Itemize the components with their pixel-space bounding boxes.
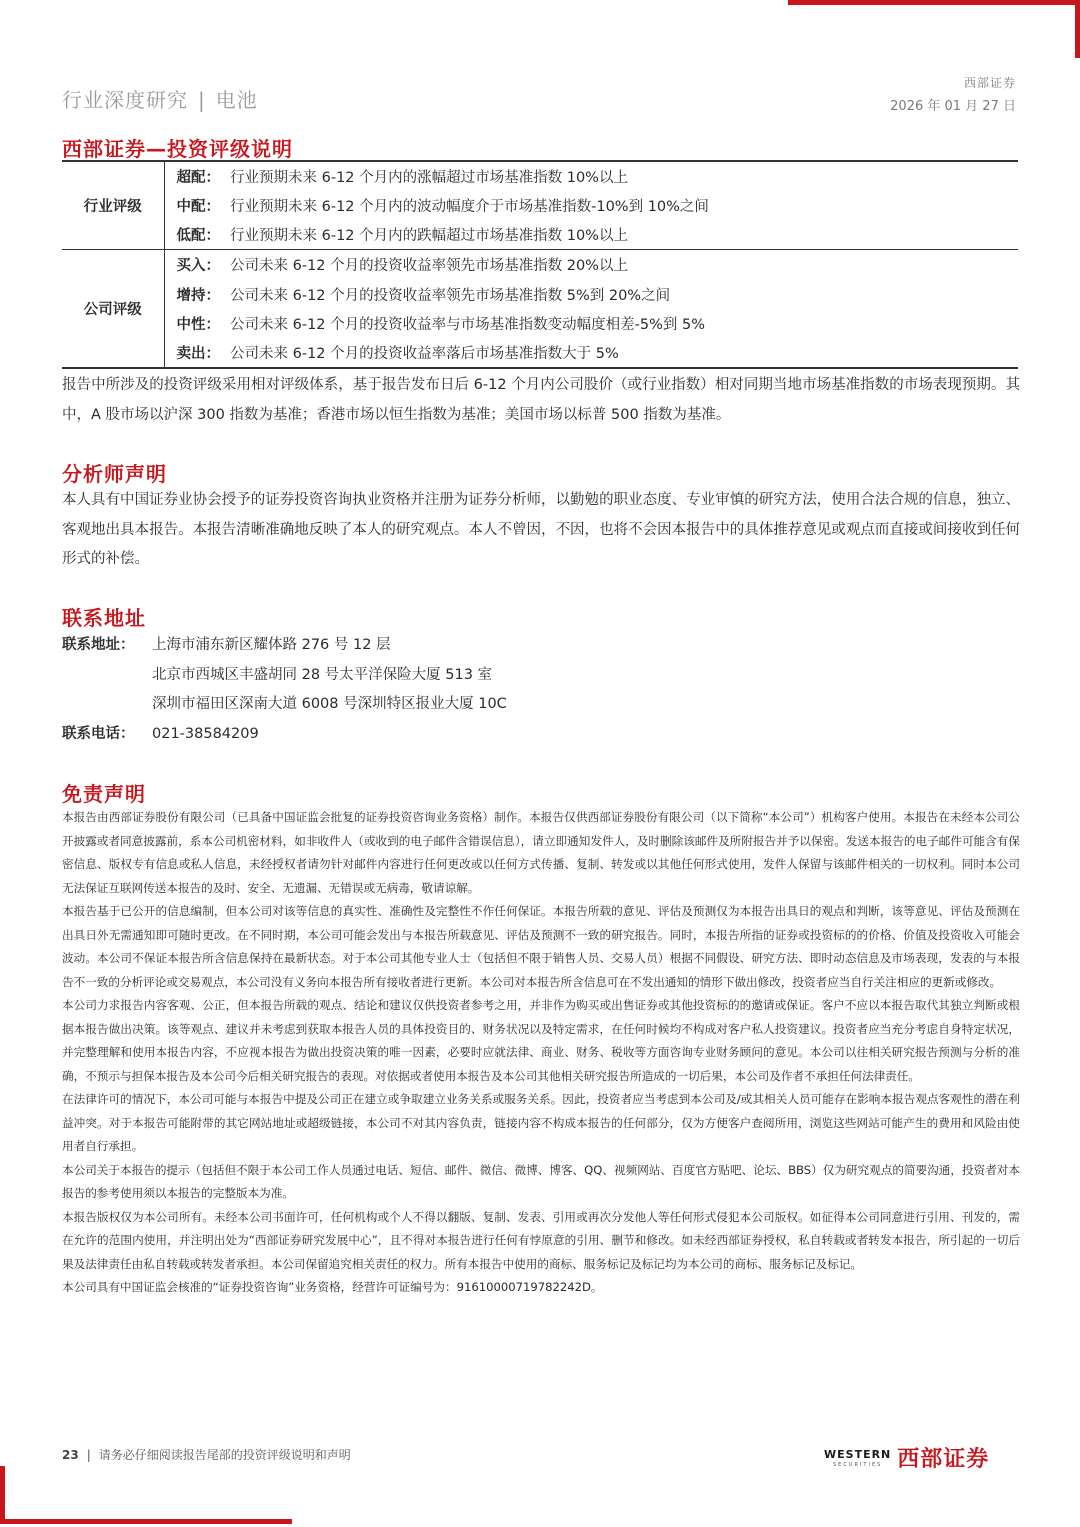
contact-address-row — [62, 661, 507, 691]
disclaimer-paragraph: 本报告由西部证券股份有限公司（已具备中国证监会批复的证券投资咨询业务资格）制作。本报告仅供西部证券股份有限公司（以下简称“本公司”）机构客户使用。本报告在未经本公司公开披露或者同意披露前，系本公司机密材料，如非收件人（或收到的电子邮件含错误信息），请立即通知发件人，及时删除该邮件及所附报告并予以保密。发送本报告的电子邮件可能含有保密信息、版权专有信息或私人信息，未经授权者请勿针对邮件内容进行任何更改或以任何方式传播、复制、转发或以其他任何形式使用，发件人保留与该邮件相关的一切权利。同时本公司无法保证互联网传送本报告的及时、安全、无遗漏、无错误或无病毒，敬请谅解。 — [62, 810, 1020, 895]
logo-english-sub: SECURITIES — [832, 1461, 883, 1468]
disclaimer-section-title: 免责声明 — [62, 782, 146, 806]
rating-description: 公司未来 6-12 个月的投资收益率领先市场基准指数 20%以上 — [220, 250, 1018, 280]
rating-table — [62, 160, 1018, 369]
phone-number: 021-38584209 — [152, 725, 259, 742]
header-separator: | — [198, 88, 206, 112]
page-number: 23 — [62, 1448, 79, 1462]
rating-level: 增持： — [176, 287, 220, 304]
disclaimer-paragraph: 在法律许可的情况下，本公司可能与本报告中提及公司正在建立或争取建立业务关系或服务关系。因此，投资者应当考虑到本公司及/或其相关人员可能存在影响本报告观点客观性的潜在利益冲突。对于本报告可能附带的其它网站地址或超级链接，本公司不对其内容负责，链接内容不构成本报告的任何部分，仅为方便客户查阅所用，浏览这些网站可能产生的费用和风险由使用者自行承担。 — [62, 1092, 1020, 1153]
disclaimer-paragraph: 本公司具有中国证监会核准的“证券投资咨询”业务资格，经营许可证编号为：91610000719782242D。 — [62, 1280, 603, 1294]
contact-section-title: 联系地址 — [62, 606, 146, 630]
disclaimer-paragraph: 本公司关于本报告的提示（包括但不限于本公司工作人员通过电话、短信、邮件、微信、微博、博客、QQ、视频网站、百度官方贴吧、论坛、BBS）仅为研究观点的简要沟通，投资者对本报告的参考使用须以本报告的完整版本为准。 — [62, 1162, 1020, 1200]
rating-description: 公司未来 6-12 个月的投资收益率与市场基准指数变动幅度相差-5%到 5% — [230, 317, 705, 334]
analyst-statement: 本人具有中国证券业协会授予的证券投资咨询执业资格并注册为证券分析师，以勤勉的职业态度、专业审慎的研究方法，使用合法合规的信息，独立、客观地出具本报告。本报告清晰准确地反映了本人的研究观点。本人不曾因，不因，也将不会因本报告中的具体推荐意见或观点而直接或间接收到任何形式的补偿。 — [62, 492, 1020, 567]
analyst-section-title: 分析师声明 — [62, 462, 167, 486]
address-line: 北京市西城区丰盛胡同 28 号太平洋保险大厦 513 室 — [152, 666, 493, 683]
rating-section-title: 西部证券—投资评级说明 — [62, 137, 293, 161]
address-line: 上海市浦东新区耀体路 276 号 12 层 — [152, 637, 391, 653]
disclaimer-body — [62, 806, 1020, 1300]
rating-row — [62, 220, 1018, 250]
disclaimer-paragraph: 本公司力求报告内容客观、公正，但本报告所载的观点、结论和建议仅供投资者参考之用，并非作为购买或出售证券或其他投资标的的邀请或保证。客户不应以本报告取代其独立判断或根据本报告做出决策。该等观点、建议并未考虑到获取本报告人员的具体投资目的、财务状况以及特定需求，在任何时候均不构成对客户私人投资建议。投资者应当充分考虑自身特定状况，并完整理解和使用本报告内容，不应视本报告为做出投资决策的唯一因素，必要时应就法律、商业、财务、税收等方面咨询专业财务顾问的意见。本公司以往相关研究报告预测与分析的准确，不预示与担保本报告及本公司今后相关研究报告的表现。对依据或者使用本报告及本公司其他相关研究报告所造成的一切后果，本公司及作者不承担任何法律责任。 — [62, 998, 1020, 1083]
rating-description: 行业预期未来 6-12 个月内的涨幅超过市场基准指数 10%以上 — [230, 169, 628, 186]
rating-level: 中性： — [176, 317, 220, 334]
footer-separator: | — [86, 1448, 91, 1462]
header-company: 西部证券 — [963, 76, 1016, 90]
report-header-meta — [890, 74, 1016, 114]
contact-phone-row — [62, 720, 507, 750]
rating-level: 低配： — [176, 228, 220, 245]
corner-accent-top-vertical — [1075, 0, 1080, 58]
rating-row — [62, 191, 1018, 221]
corner-accent-bottom-vertical — [0, 1466, 5, 1524]
rating-level: 买入： — [164, 250, 220, 280]
rating-description: 公司未来 6-12 个月的投资收益率领先市场基准指数 5%到 20%之间 — [230, 287, 671, 304]
corner-accent-bottom-horizontal — [0, 1519, 292, 1524]
rating-level: 超配： — [176, 169, 220, 186]
rating-row — [62, 161, 1018, 191]
report-section: 行业深度研究 — [62, 88, 188, 112]
footer-note: 请务必仔细阅读报告尾部的投资评级说明和声明 — [98, 1448, 351, 1462]
rating-description: 公司未来 6-12 个月的投资收益率落后市场基准指数大于 5% — [230, 346, 619, 363]
address-label: 联系地址： — [62, 637, 135, 653]
contact-address-row — [62, 631, 507, 661]
rating-row — [62, 279, 1018, 309]
rating-row — [62, 309, 1018, 339]
rating-note: 报告中所涉及的投资评级采用相对评级体系，基于报告发布日后 6-12 个月内公司股价（或行业指数）相对同期当地市场基准指数的市场表现预期。其中，A 股市场以沪深 300 指数为基准；香港市场以恒生指数为基准；美国市场以标普 500 指数为基准。 — [62, 377, 1020, 423]
rating-row — [62, 250, 1018, 280]
industry-rating-label: 行业评级 — [62, 161, 164, 250]
logo-english — [824, 1448, 891, 1468]
logo-english-name: WESTERN — [824, 1447, 892, 1461]
corner-accent-top-horizontal — [788, 0, 1080, 5]
rating-level: 卖出： — [176, 346, 220, 363]
disclaimer-paragraph: 本报告基于已公开的信息编制，但本公司对该等信息的真实性、准确性及完整性不作任何保证。本报告所载的意见、评估及预测仅为本报告出具日的观点和判断，该等意见、评估及预测在出具日外无需通知即可随时更改。在不同时期，本公司可能会发出与本报告所载意见、评估及预测不一致的研究报告。同时，本报告所指的证券或投资标的的价格、价值及投资收入可能会波动。本公司不保证本报告所含信息保持在最新状态。对于本公司其他专业人士（包括但不限于销售人员、交易人员）根据不同假设、研究方法、即时动态信息及市场表现，发表的与本报告不一致的分析评论或交易观点，本公司没有义务向本报告所有接收者进行更新。本公司对本报告所含信息可在不发出通知的情形下做出修改，投资者应当自行关注相应的更新或修改。 — [62, 904, 1020, 989]
page-footer — [62, 1446, 351, 1463]
phone-label: 联系电话： — [62, 725, 135, 742]
report-header-category — [62, 84, 258, 113]
logo-chinese-name: 西部证券 — [897, 1447, 990, 1472]
company-logo — [824, 1442, 989, 1473]
rating-description: 行业预期未来 6-12 个月内的跌幅超过市场基准指数 10%以上 — [230, 228, 628, 245]
rating-description: 行业预期未来 6-12 个月内的波动幅度介于市场基准指数-10%到 10%之间 — [230, 198, 709, 215]
rating-row — [62, 339, 1018, 369]
contact-block — [62, 631, 507, 749]
disclaimer-paragraph: 本报告版权仅为本公司所有。未经本公司书面许可，任何机构或个人不得以翻版、复制、发表、引用或再次分发他人等任何形式侵犯本公司版权。如征得本公司同意进行引用、刊发的，需在允许的范围内使用，并注明出处为“西部证券研究发展中心”，且不得对本报告进行任何有悖原意的引用、删节和修改。如未经西部证券授权，私自转载或者转发本报告，所引起的一切后果及法律责任由私自转载或转发者承担。本公司保留追究相关责任的权力。所有本报告中使用的商标、服务标记及标记均为本公司的商标、服务标记及标记。 — [62, 1209, 1020, 1271]
contact-address-row — [62, 690, 507, 720]
header-date: 2026 年 01 月 27 日 — [890, 99, 1016, 114]
report-industry: 电池 — [215, 88, 258, 112]
rating-level: 中配： — [176, 198, 220, 215]
address-line: 深圳市福田区深南大道 6008 号深圳特区报业大厦 10C — [152, 696, 507, 712]
company-rating-label: 公司评级 — [62, 250, 164, 368]
